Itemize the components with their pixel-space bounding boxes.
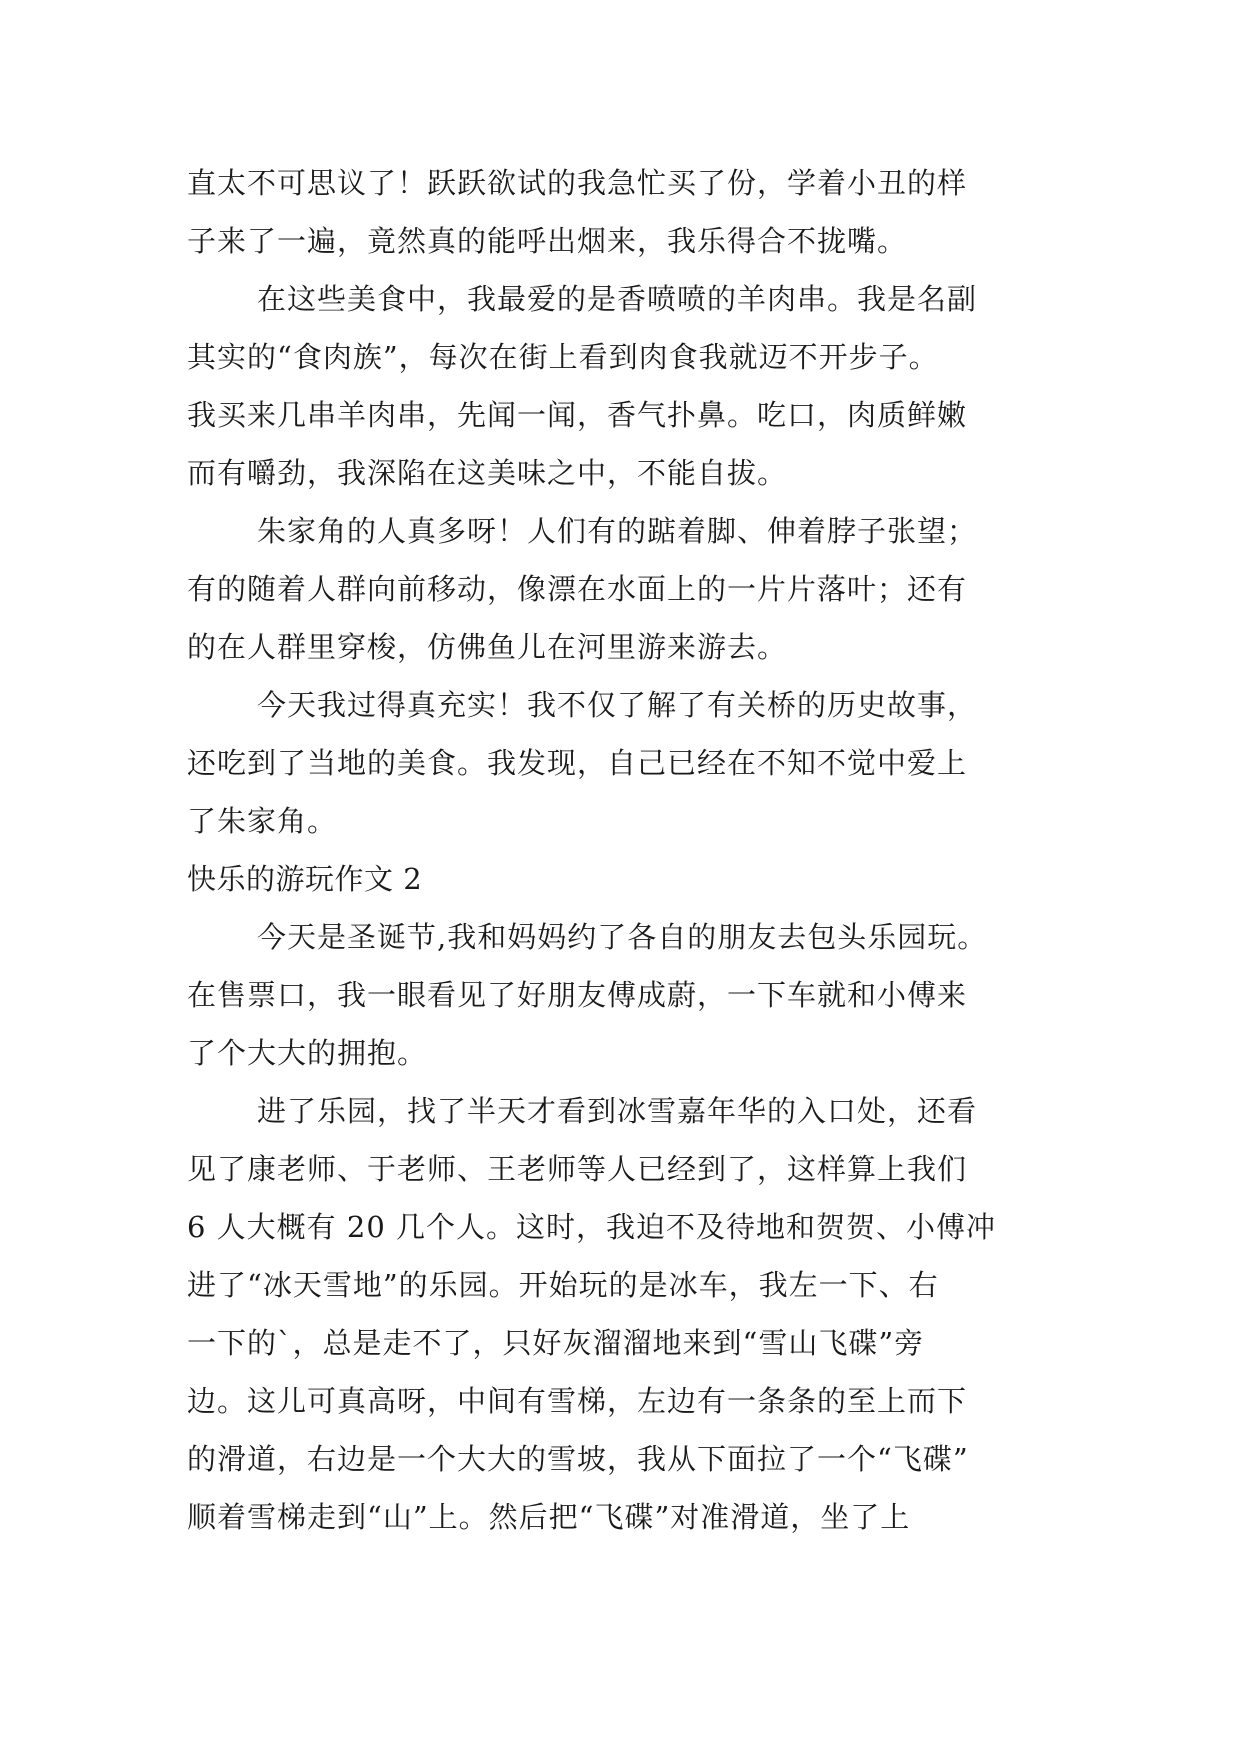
text-line: 顺着雪梯走到“山”上。然后把“飞碟”对准滑道，坐了上 (187, 1500, 911, 1534)
text-line: 6 人大概有 20 几个人。这时，我迫不及待地和贺贺、小傅冲 (187, 1210, 997, 1244)
text-line: 了个大大的拥抱。 (187, 1036, 428, 1070)
text-line: 朱家角的人真多呀！人们有的踮着脚、伸着脖子张望； (257, 514, 978, 548)
text-line: 进了“冰天雪地”的乐园。开始玩的是冰车，我左一下、右 (187, 1268, 939, 1302)
text-line: 子来了一遍，竟然真的能呼出烟来，我乐得合不拢嘴。 (187, 224, 908, 258)
text-line: 的在人群里穿梭，仿佛鱼儿在河里游来游去。 (187, 630, 788, 664)
text-line: 边。这儿可真高呀，中间有雪梯，左边有一条条的至上而下 (187, 1384, 968, 1418)
text-line: 在售票口，我一眼看见了好朋友傅成蔚，一下车就和小傅来 (187, 978, 968, 1012)
text-line: 今天我过得真充实！我不仅了解了有关桥的历史故事， (257, 688, 978, 722)
text-line: 的滑道，右边是一个大大的雪坡，我从下面拉了一个“飞碟” (187, 1442, 969, 1476)
text-line: 有的随着人群向前移动，像漂在水面上的一片片落叶；还有 (187, 572, 968, 606)
text-line: 在这些美食中，我最爱的是香喷喷的羊肉串。我是名副 (257, 282, 978, 316)
text-line: 还吃到了当地的美食。我发现，自己已经在不知不觉中爱上 (187, 746, 968, 780)
document-body (187, 154, 1057, 1546)
text-line: 其实的“食肉族”，每次在街上看到肉食我就迈不开步子。 (187, 340, 939, 374)
paragraph-ice-park (187, 1082, 1057, 1546)
text-line: 一下的`，总是走不了，只好灰溜溜地来到“雪山飞碟”旁 (187, 1326, 925, 1360)
text-line: 见了康老师、于老师、王老师等人已经到了，这样算上我们 (187, 1152, 968, 1186)
text-line: 了朱家角。 (187, 804, 338, 838)
text-line: 今天是圣诞节,我和妈妈约了各自的朋友去包头乐园玩。 (257, 920, 988, 954)
paragraph-christmas (187, 908, 1057, 1082)
essay-title-2 (187, 850, 1057, 908)
paragraph-continuation (187, 154, 1057, 270)
text-line: 进了乐园，找了半天才看到冰雪嘉年华的入口处，还看 (257, 1094, 978, 1128)
text-line: 而有嚼劲，我深陷在这美味之中，不能自拔。 (187, 456, 788, 490)
paragraph-crowd (187, 502, 1057, 676)
paragraph-lamb-skewers (187, 270, 1057, 502)
heading-text: 快乐的游玩作文 2 (187, 862, 423, 896)
paragraph-summary (187, 676, 1057, 850)
text-line: 直太不可思议了！跃跃欲试的我急忙买了份，学着小丑的样 (187, 166, 968, 200)
text-line: 我买来几串羊肉串，先闻一闻，香气扑鼻。吃口，肉质鲜嫩 (187, 398, 968, 432)
